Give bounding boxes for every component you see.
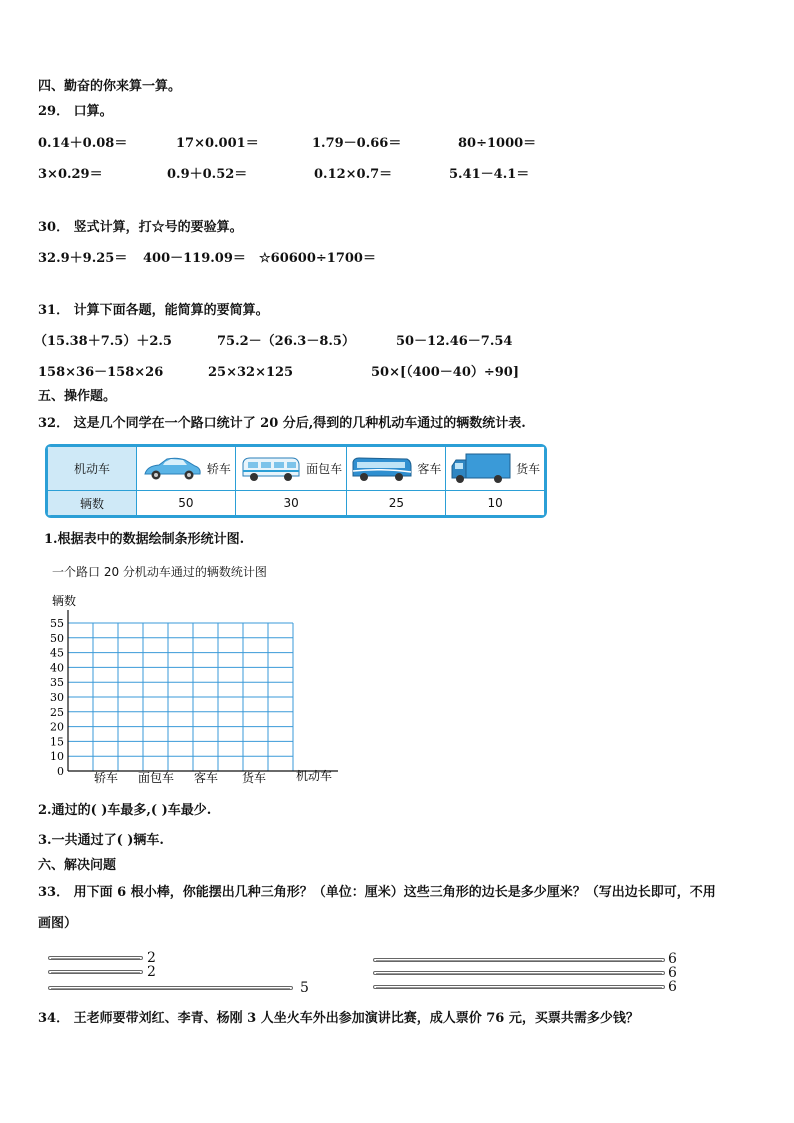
q34-title: 34． 王老师要带刘红、李青、杨刚 3 人坐火车外出参加演讲比赛，成人票价 76 元，买票共需多少钱？ — [38, 1011, 639, 1026]
q31-item: 50×[（400－40）÷90] — [371, 365, 519, 380]
q29-title: 29． 口算。 — [38, 104, 113, 119]
vehicle-cell-car — [137, 447, 236, 491]
q30-item: 400－119.09＝ — [143, 251, 246, 266]
vehicle-count: 10 — [446, 491, 545, 516]
q31-item: （15.38＋7.5）＋2.5 — [34, 334, 172, 349]
q30-item: ☆60600÷1700＝ — [259, 251, 376, 266]
y-tick-label: 0 — [57, 765, 64, 778]
q31-item: 158×36－158×26 — [38, 365, 164, 380]
vehicle-name: 客车 — [417, 462, 442, 476]
truck-icon — [450, 452, 512, 486]
x-category-label: 面包车 — [137, 771, 175, 785]
q32-sub-1: 1.根据表中的数据绘制条形统计图. — [44, 532, 245, 547]
stick — [373, 958, 665, 962]
y-tick-label: 35 — [50, 676, 64, 690]
x-category-label: 轿车 — [93, 771, 119, 785]
count-header-cell: 辆数 — [48, 491, 137, 516]
vehicle-count-table — [45, 444, 547, 518]
q31-item: 25×32×125 — [208, 365, 294, 380]
y-tick-label: 10 — [50, 750, 64, 764]
section-6-heading: 六、解决问题 — [38, 858, 117, 873]
vehicle-header-cell: 机动车 — [48, 447, 137, 491]
stick-length: 6 — [668, 965, 677, 981]
y-tick-label: 40 — [50, 661, 64, 675]
stick-length: 5 — [300, 980, 309, 996]
y-tick-label: 20 — [50, 720, 64, 734]
chart-title: 一个路口 20 分机动车通过的辆数统计图 — [52, 565, 267, 579]
vehicle-count: 50 — [137, 491, 236, 516]
stick-length: 2 — [147, 950, 156, 966]
x-category-label: 客车 — [193, 771, 219, 785]
q29-item: 0.14＋0.08＝ — [38, 136, 128, 151]
x-axis-label: 机动车 — [296, 769, 333, 783]
q29-item: 0.12×0.7＝ — [314, 167, 393, 182]
y-tick-label: 55 — [50, 617, 64, 630]
bar-chart — [38, 590, 348, 790]
stick — [373, 985, 665, 989]
vehicle-cell-truck — [446, 447, 545, 491]
q32-sub-3: 3.一共通过了( )辆车. — [38, 833, 164, 848]
y-tick-label: 50 — [50, 631, 64, 645]
stick — [48, 956, 143, 960]
q31-item: 75.2－（26.3－8.5） — [217, 334, 355, 349]
q29-item: 0.9＋0.52＝ — [167, 167, 248, 182]
vehicle-cell-bus — [347, 447, 446, 491]
x-category-label: 货车 — [241, 771, 267, 785]
section-5-heading: 五、操作题。 — [38, 389, 117, 404]
q32-sub-2: 2.通过的( )车最多,( )车最少. — [38, 803, 212, 818]
vehicle-name: 面包车 — [306, 462, 343, 476]
q31-item: 50－12.46－7.54 — [396, 334, 513, 349]
bus-icon — [351, 454, 413, 484]
q30-item: 32.9＋9.25＝ — [38, 251, 128, 266]
q29-item: 5.41－4.1＝ — [449, 167, 530, 182]
stick — [373, 971, 665, 975]
y-axis-label: 辆数 — [52, 594, 77, 608]
vehicle-name: 轿车 — [206, 462, 231, 476]
vehicle-count: 25 — [347, 491, 446, 516]
stick-length: 2 — [147, 964, 156, 980]
q33-line-2: 画图） — [38, 916, 78, 931]
y-tick-label: 30 — [50, 691, 64, 704]
stick-length: 6 — [668, 951, 677, 967]
vehicle-name-row — [48, 447, 545, 491]
vehicle-name: 货车 — [516, 462, 541, 476]
stick — [48, 970, 143, 974]
stick-length: 6 — [668, 979, 677, 995]
q29-item: 80÷1000＝ — [458, 136, 537, 151]
stick — [48, 986, 293, 990]
q29-item: 1.79－0.66＝ — [312, 136, 402, 151]
vehicle-count-row — [48, 491, 545, 516]
vehicle-cell-van — [235, 447, 347, 491]
vehicle-count: 30 — [235, 491, 347, 516]
car-icon — [141, 454, 203, 484]
q30-title: 30． 竖式计算，打☆号的要验算。 — [38, 220, 243, 235]
q29-item: 17×0.001＝ — [176, 136, 259, 151]
section-4-heading: 四、勤奋的你来算一算。 — [38, 79, 182, 94]
y-tick-label: 15 — [50, 735, 64, 749]
q33-line-1: 33． 用下面 6 根小棒，你能摆出几种三角形？（单位：厘米）这些三角形的边长是多少厘米？（写出边长即可，不用 — [38, 885, 716, 900]
y-tick-label: 25 — [50, 705, 64, 719]
q29-item: 3×0.29＝ — [38, 167, 103, 182]
y-tick-label: 45 — [50, 646, 64, 660]
q31-title: 31． 计算下面各题，能简算的要简算。 — [38, 303, 269, 318]
van-icon — [240, 454, 302, 484]
q32-title: 32． 这是几个同学在一个路口统计了 20 分后,得到的几种机动车通过的辆数统计表. — [38, 416, 526, 431]
